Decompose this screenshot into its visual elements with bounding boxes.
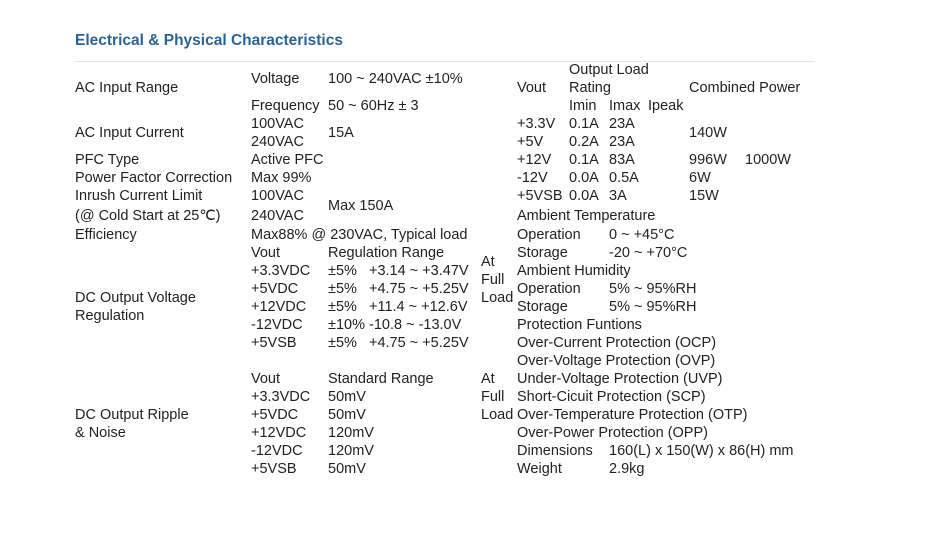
- reg-tol: ±5%: [328, 299, 357, 315]
- regulation-sublabel: Regulation: [75, 308, 145, 324]
- ambient-temp-st-value: -20 ~ +70°C: [609, 245, 688, 261]
- load-imin: 0.0A: [569, 188, 599, 204]
- ambient-hum-st-label: Storage: [517, 299, 568, 315]
- inrush-240vac: 240VAC: [251, 208, 304, 224]
- voltage-value: 100 ~ 240VAC ±10%: [328, 71, 463, 87]
- title-divider: [75, 61, 815, 62]
- reg-range: +4.75 ~ +5.25V: [369, 281, 469, 297]
- protection-item: Over-Temperature Protection (OTP): [517, 407, 748, 423]
- load-vout: -12V: [517, 170, 548, 186]
- ripple-value: 50mV: [328, 407, 366, 423]
- regulation-head-vout: Vout: [251, 245, 281, 261]
- ac-input-range-label: AC Input Range: [75, 80, 179, 96]
- reg-range: -10.8 ~ -13.0V: [369, 317, 462, 333]
- ac-input-current-label: AC Input Current: [75, 125, 184, 141]
- reg-range: +11.4 ~ +12.6V: [369, 299, 468, 315]
- ripple-note-full: Full: [481, 389, 505, 405]
- pf-correction-label: Power Factor Correction: [75, 170, 233, 186]
- pfc-type-label: PFC Type: [75, 152, 140, 168]
- ambient-temp-op-value: 0 ~ +45°C: [609, 227, 675, 243]
- regulation-note-at: At: [481, 254, 495, 270]
- load-imin: 0.1A: [569, 152, 599, 168]
- reg-tol: ±5%: [328, 335, 357, 351]
- ripple-label: DC Output Ripple: [75, 407, 189, 423]
- load-imax: 23A: [609, 134, 635, 150]
- reg-vout: -12VDC: [251, 317, 303, 333]
- ripple-value: 50mV: [328, 461, 366, 477]
- pfc-type-value: Active PFC: [251, 152, 324, 168]
- ripple-value: 120mV: [328, 425, 374, 441]
- efficiency-value: Max88% @ 230VAC, Typical load: [251, 227, 468, 243]
- efficiency-label: Efficiency: [75, 227, 137, 243]
- combined-power-3v3-5v: 140W: [689, 125, 727, 141]
- load-head-imin: Imin: [569, 98, 597, 114]
- ambient-hum-st-value: 5% ~ 95%RH: [609, 299, 697, 315]
- ripple-vout: +5VSB: [251, 461, 297, 477]
- weight-label: Weight: [517, 461, 562, 477]
- ripple-vout: +3.3VDC: [251, 389, 311, 405]
- reg-range: +3.14 ~ +3.47V: [369, 263, 469, 279]
- load-head-rating: Output Load: [569, 62, 649, 78]
- voltage-label: Voltage: [251, 71, 300, 87]
- ripple-value: 120mV: [328, 443, 374, 459]
- regulation-head-range: Regulation Range: [328, 245, 445, 261]
- load-imax: 83A: [609, 152, 635, 168]
- ac-current-value: 15A: [328, 125, 354, 141]
- reg-vout: +5VSB: [251, 335, 297, 351]
- inrush-sublabel: (@ Cold Start at 25℃): [75, 208, 221, 224]
- ac-current-240vac: 240VAC: [251, 134, 304, 150]
- regulation-note-full: Full: [481, 272, 505, 288]
- reg-vout: +12VDC: [251, 299, 307, 315]
- reg-tol: ±10%: [328, 317, 365, 333]
- load-imin: 0.2A: [569, 134, 599, 150]
- reg-tol: ±5%: [328, 263, 357, 279]
- ripple-sublabel: & Noise: [75, 425, 126, 441]
- load-vout: +5VSB: [517, 188, 563, 204]
- section-title: Electrical & Physical Characteristics: [75, 32, 343, 49]
- protection-item: Over-Current Protection (OCP): [517, 335, 717, 351]
- ambient-hum-op-label: Operation: [517, 281, 581, 297]
- ripple-head-range: Standard Range: [328, 371, 434, 387]
- inrush-100vac: 100VAC: [251, 188, 304, 204]
- load-head-ipeak: Ipeak: [648, 98, 684, 114]
- ripple-note-load: Load: [481, 407, 514, 423]
- frequency-label: Frequency: [251, 98, 320, 114]
- pf-correction-value: Max 99%: [251, 170, 312, 186]
- reg-vout: +3.3VDC: [251, 263, 311, 279]
- ambient-temp-op-label: Operation: [517, 227, 581, 243]
- load-vout: +5V: [517, 134, 544, 150]
- reg-tol: ±5%: [328, 281, 357, 297]
- load-imax: 0.5A: [609, 170, 639, 186]
- load-vout: +3.3V: [517, 116, 556, 132]
- dimensions-label: Dimensions: [517, 443, 593, 459]
- ambient-hum-label: Ambient Humidity: [517, 263, 631, 279]
- load-head-imax: Imax: [609, 98, 641, 114]
- load-head-vout: Vout: [517, 80, 547, 96]
- regulation-label: DC Output Voltage: [75, 290, 196, 306]
- reg-range: +4.75 ~ +5.25V: [369, 335, 469, 351]
- ripple-note-at: At: [481, 371, 495, 387]
- ripple-vout: +5VDC: [251, 407, 299, 423]
- ambient-hum-op-value: 5% ~ 95%RH: [609, 281, 697, 297]
- ac-current-100vac: 100VAC: [251, 116, 304, 132]
- combined-power-12v: 996W: [689, 152, 727, 168]
- ripple-value: 50mV: [328, 389, 366, 405]
- protection-label: Protection Funtions: [517, 317, 642, 333]
- frequency-value: 50 ~ 60Hz ± 3: [328, 98, 419, 114]
- dimensions-value: 160(L) x 150(W) x 86(H) mm: [609, 443, 794, 459]
- inrush-label: Inrush Current Limit: [75, 188, 203, 204]
- load-imin: 0.1A: [569, 116, 599, 132]
- combined-power-5vsb: 15W: [689, 188, 719, 204]
- load-head-rating-2: Rating: [569, 80, 611, 96]
- ripple-vout: +12VDC: [251, 425, 307, 441]
- ripple-head-vout: Vout: [251, 371, 281, 387]
- load-imin: 0.0A: [569, 170, 599, 186]
- ambient-temp-label: Ambient Temperature: [517, 208, 656, 224]
- load-imax: 23A: [609, 116, 635, 132]
- protection-item: Over-Power Protection (OPP): [517, 425, 708, 441]
- ambient-temp-st-label: Storage: [517, 245, 568, 261]
- inrush-value: Max 150A: [328, 198, 394, 214]
- combined-power-total: 1000W: [745, 152, 791, 168]
- protection-item: Under-Voltage Protection (UVP): [517, 371, 723, 387]
- reg-vout: +5VDC: [251, 281, 299, 297]
- protection-item: Over-Voltage Protection (OVP): [517, 353, 716, 369]
- protection-item: Short-Cicuit Protection (SCP): [517, 389, 706, 405]
- load-vout: +12V: [517, 152, 552, 168]
- weight-value: 2.9kg: [609, 461, 645, 477]
- ripple-vout: -12VDC: [251, 443, 303, 459]
- load-imax: 3A: [609, 188, 627, 204]
- regulation-note-load: Load: [481, 290, 514, 306]
- combined-power-m12v: 6W: [689, 170, 711, 186]
- load-head-combined: Combined Power: [689, 80, 801, 96]
